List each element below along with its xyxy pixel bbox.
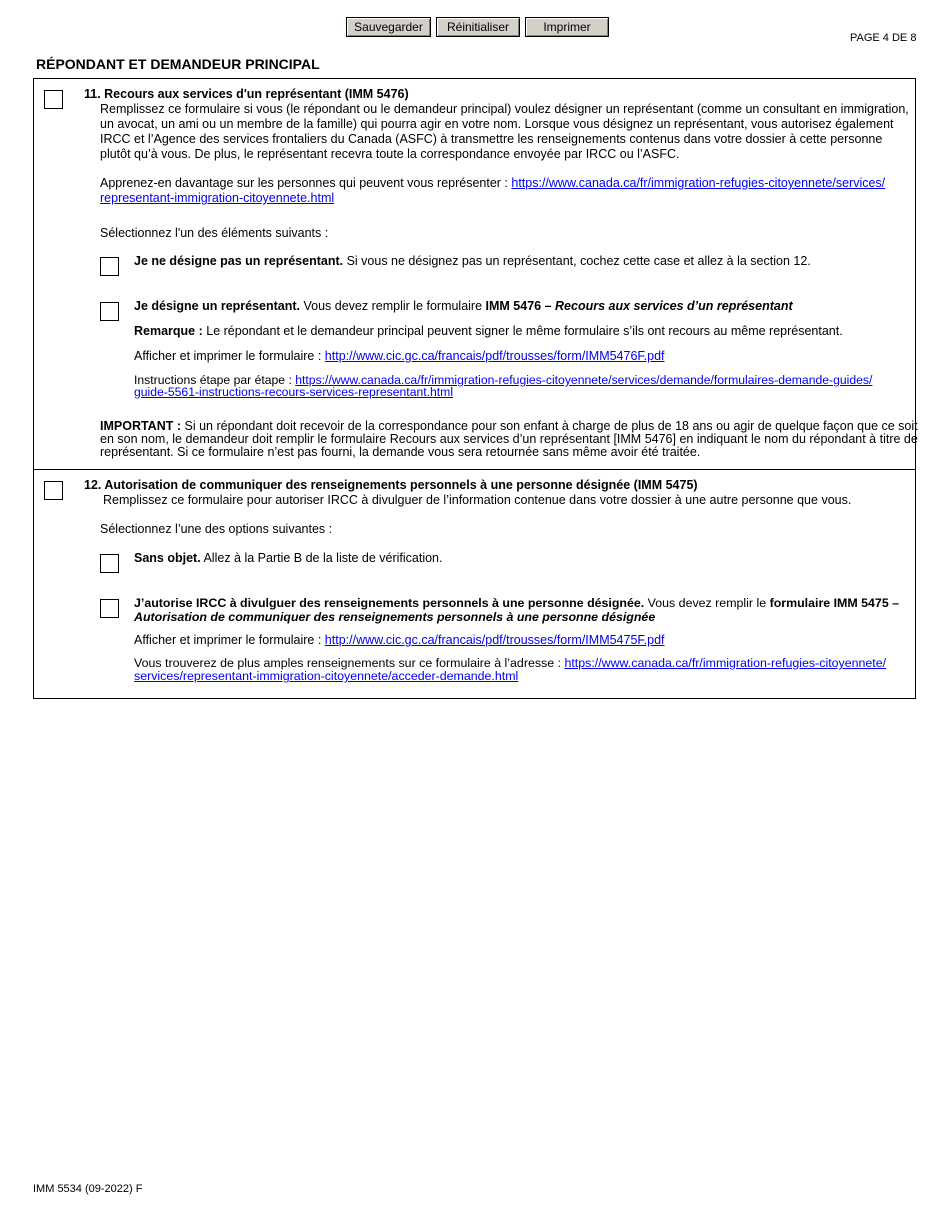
- option-text: Allez à la Partie B de la liste de vérification.: [200, 551, 443, 565]
- remark-label: Remarque :: [134, 324, 203, 338]
- select-prompt: Sélectionnez l’une des options suivantes :: [100, 522, 333, 536]
- section-title: RÉPONDANT ET DEMANDEUR PRINCIPAL: [36, 56, 320, 72]
- important-label: IMPORTANT :: [100, 419, 182, 433]
- steps-block: [134, 374, 904, 398]
- section-11-title: 11. Recours aux services d'un représentant (IMM 5476): [84, 87, 409, 101]
- reset-button[interactable]: Réinitialiser: [436, 17, 520, 37]
- steps-text: Instructions étape par étape :: [134, 373, 296, 387]
- representative-info-line: [100, 176, 885, 191]
- print-button[interactable]: Imprimer: [525, 17, 609, 37]
- intro-line: un avocat, un ami ou un membre de la famille) qui pourra agir en votre nom. Lorsque vous désignez un représentant, vous autorisez également: [100, 117, 894, 131]
- option-text: Vous devez remplir le: [644, 596, 770, 610]
- intro-line: Remplissez ce formulaire si vous (le répondant ou le demandeur principal) voulez désigner un représentant (comme un consultant en immigration,: [100, 102, 909, 116]
- option-text: Vous devez remplir le formulaire: [300, 299, 486, 313]
- section-12-intro: Remplissez ce formulaire pour autoriser IRCC à divulguer de l’information contenue dans votre dossier à une autre personne que vous.: [103, 493, 852, 507]
- important-line: représentant. Si ce formulaire n’est pas fourni, la demande vous sera retournée sans même avoir été traitée.: [100, 445, 701, 459]
- option-label: J’autorise IRCC à divulguer des renseignements personnels à une personne désignée.: [134, 596, 645, 610]
- form-footer-code: IMM 5534 (09-2022) F: [33, 1183, 143, 1195]
- important-note: [100, 419, 918, 459]
- section-12-title: 12. Autorisation de communiquer des renseignements personnels à une personne désignée (IMM 5475): [84, 478, 698, 492]
- designate-representative-option: [134, 299, 793, 314]
- important-line: en son nom, le demandeur doit remplir le formulaire Recours aux services d’un représentant [IMM 5476] en indiquant le nom du répondant à titre de: [100, 432, 918, 446]
- representative-info-link-cont[interactable]: representant-immigration-citoyennete.html: [100, 191, 335, 205]
- designate-representative-checkbox[interactable]: [100, 302, 119, 321]
- no-representative-option: [134, 254, 811, 269]
- steps-link-cont[interactable]: guide-5561-instructions-recours-services-representant.html: [134, 385, 454, 399]
- save-button[interactable]: Sauvegarder: [346, 17, 431, 37]
- option-label: Je ne désigne pas un représentant.: [134, 254, 344, 268]
- remark: [134, 324, 843, 339]
- intro-line: IRCC et l’Agence des services frontaliers du Canada (ASFC) à transmettre les renseignements contenus dans votre dossier à cette personne: [100, 132, 883, 146]
- option-line: [134, 596, 909, 610]
- form-code: formulaire IMM 5475 –: [769, 596, 900, 610]
- not-applicable-option: [134, 551, 442, 566]
- print-form-line: [134, 633, 665, 648]
- more-info-block: [134, 657, 909, 683]
- print-form-text: Afficher et imprimer le formulaire :: [134, 349, 325, 363]
- representative-info-text: Apprenez-en davantage sur les personnes qui peuvent vous représenter :: [100, 176, 512, 190]
- authorize-disclosure-option: [134, 596, 909, 624]
- print-form-text: Afficher et imprimer le formulaire :: [134, 633, 325, 647]
- steps-link[interactable]: https://www.canada.ca/fr/immigration-refugies-citoyennete/services/demande/formulaires-demande-guides/: [295, 373, 873, 387]
- section-12-checkbox[interactable]: [44, 481, 63, 500]
- more-info-link[interactable]: https://www.canada.ca/fr/immigration-refugies-citoyennete/: [564, 656, 887, 670]
- imm5475-pdf-link[interactable]: http://www.cic.gc.ca/francais/pdf/trousses/form/IMM5475F.pdf: [324, 633, 665, 647]
- intro-line: plutôt qu’à vous. De plus, le représentant recevra toute la correspondance envoyée par IRCC ou l’ASFC.: [100, 147, 680, 161]
- page-number: PAGE 4 DE 8: [850, 32, 917, 44]
- authorize-disclosure-checkbox[interactable]: [100, 599, 119, 618]
- option-label: Sans objet.: [134, 551, 201, 565]
- no-representative-checkbox[interactable]: [100, 257, 119, 276]
- more-info-link-cont[interactable]: services/representant-immigration-citoyennete/acceder-demande.html: [134, 669, 519, 683]
- select-prompt: Sélectionnez l'un des éléments suivants :: [100, 226, 329, 240]
- form-title: Autorisation de communiquer des renseignements personnels à une personne désignée: [134, 610, 656, 624]
- imm5476-pdf-link[interactable]: http://www.cic.gc.ca/francais/pdf/trousses/form/IMM5476F.pdf: [324, 349, 665, 363]
- more-info-text: Vous trouverez de plus amples renseignements sur ce formulaire à l’adresse :: [134, 656, 565, 670]
- option-label: Je désigne un représentant.: [134, 299, 301, 313]
- representative-info-link[interactable]: https://www.canada.ca/fr/immigration-refugies-citoyennete/services/: [511, 176, 886, 190]
- remark-text: Le répondant et le demandeur principal peuvent signer le même formulaire s’ils ont recours au même représentant.: [202, 324, 843, 338]
- important-text: Si un répondant doit recevoir de la correspondance pour son enfant à charge de plus de 18 ans ou agir de quelque façon que ce soit: [181, 419, 918, 433]
- section-11-checkbox[interactable]: [44, 90, 63, 109]
- option-text: Si vous ne désignez pas un représentant, cochez cette case et allez à la section 12.: [343, 254, 811, 268]
- print-form-line: [134, 349, 665, 364]
- form-title: Recours aux services d’un représentant: [555, 299, 793, 313]
- form-code: IMM 5476 –: [485, 299, 556, 313]
- not-applicable-checkbox[interactable]: [100, 554, 119, 573]
